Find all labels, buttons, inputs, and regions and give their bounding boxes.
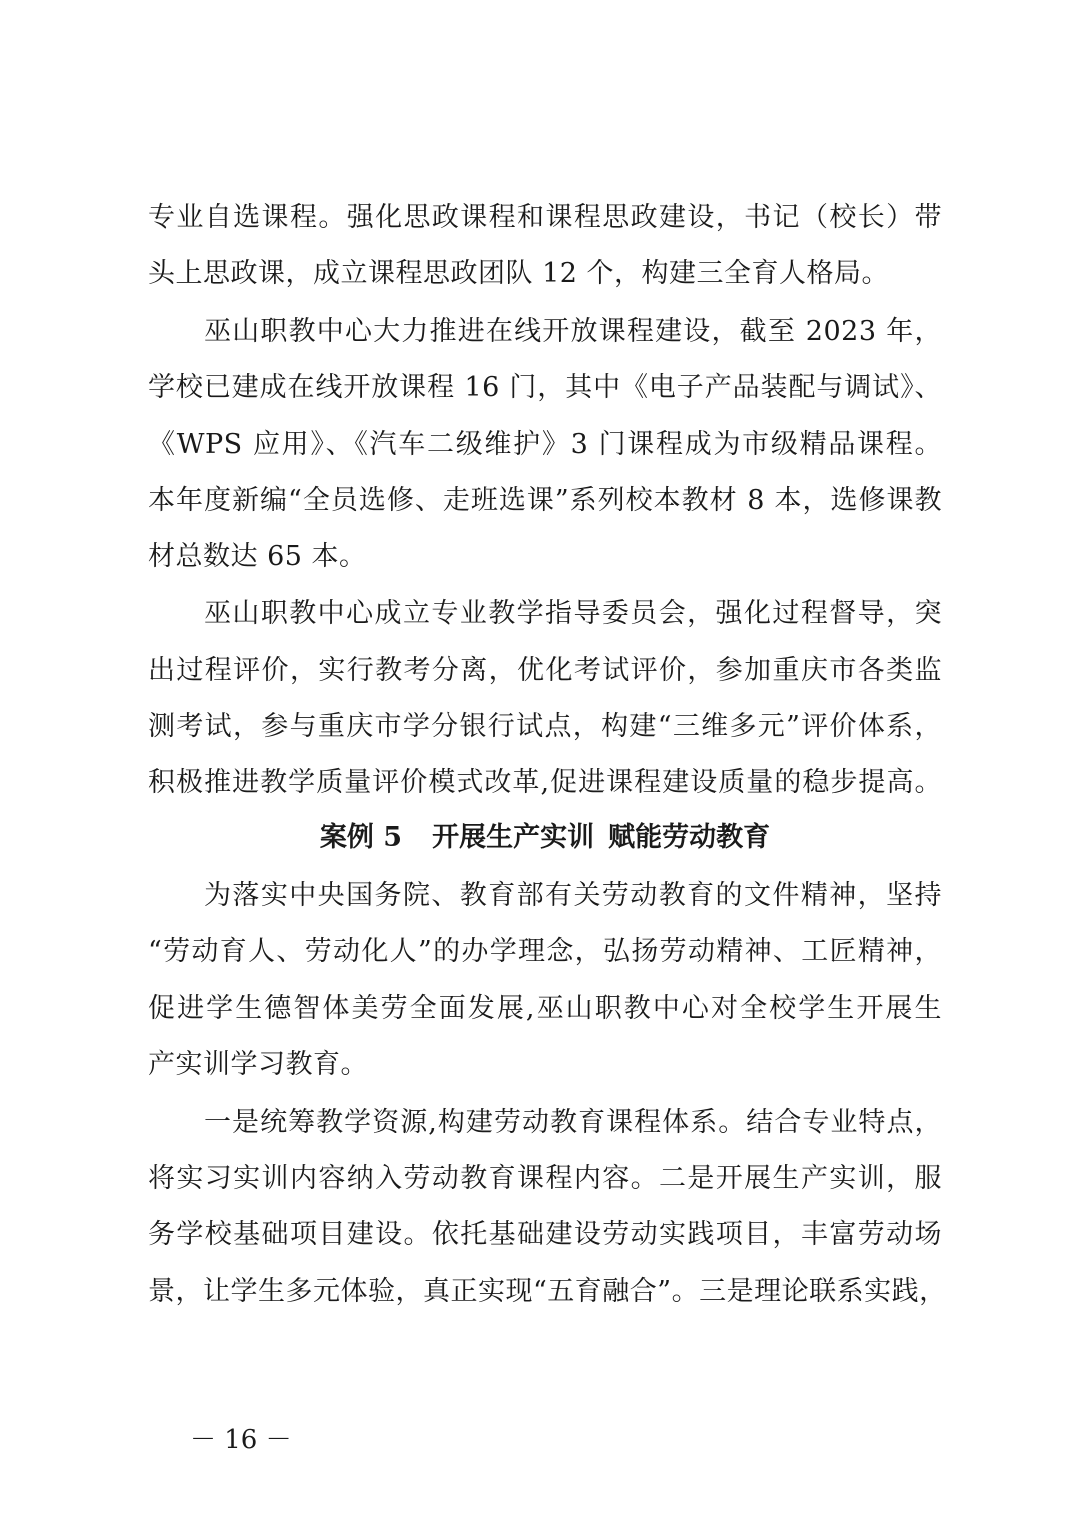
case-title-part-1: 开展生产实训 (432, 822, 595, 853)
body-text-line: 测考试，参与重庆市学分银行试点，构建“三维多元”评价体系， (148, 711, 942, 742)
body-text-line: “劳动育人、劳动化人”的办学理念，弘扬劳动精神、工匠精神， (148, 936, 942, 967)
body-text-line: 《WPS 应用》、《汽车二级维护》3 门课程成为市级精品课程。 (148, 429, 942, 460)
body-text-line: 促进学生德智体美劳全面发展,巫山职教中心对全校学生开展生 (148, 993, 942, 1024)
body-text-line: 积极推进教学质量评价模式改革,促进课程建设质量的稳步提高。 (148, 767, 942, 798)
body-text-line: 务学校基础项目建设。依托基础建设劳动实践项目，丰富劳动场 (148, 1219, 942, 1250)
body-text-line: 巫山职教中心成立专业教学指导委员会，强化过程督导，突 (204, 598, 942, 629)
body-text-line: 头上思政课，成立课程思政团队 12 个，构建三全育人格局。 (148, 258, 890, 289)
page-number: － 16 － (190, 1425, 292, 1455)
case-title-part-2: 赋能劳动教育 (608, 822, 771, 853)
body-text-line: 学校已建成在线开放课程 16 门，其中《电子产品装配与调试》、 (148, 372, 942, 403)
case-label: 案例 5 (319, 822, 403, 853)
body-text-line: 产实训学习教育。 (148, 1049, 368, 1080)
body-text-line: 将实习实训内容纳入劳动教育课程内容。二是开展生产实训，服 (148, 1163, 942, 1194)
case-heading (148, 818, 942, 858)
body-text-line: 出过程评价，实行教考分离，优化考试评价，参加重庆市各类监 (148, 655, 942, 686)
body-text-line: 为落实中央国务院、教育部有关劳动教育的文件精神，坚持 (204, 880, 942, 911)
body-text-line: 本年度新编“全员选修、走班选课”系列校本教材 8 本，选修课教 (148, 485, 942, 516)
body-text-line: 材总数达 65 本。 (148, 541, 367, 572)
body-text-line: 专业自选课程。强化思政课程和课程思政建设，书记（校长）带 (148, 202, 942, 233)
body-text-line: 巫山职教中心大力推进在线开放课程建设，截至 2023 年， (204, 316, 942, 347)
body-text-line: 景，让学生多元体验，真正实现“五育融合”。三是理论联系实践， (148, 1276, 947, 1307)
body-text-line: 一是统筹教学资源,构建劳动教育课程体系。结合专业特点， (204, 1107, 942, 1138)
